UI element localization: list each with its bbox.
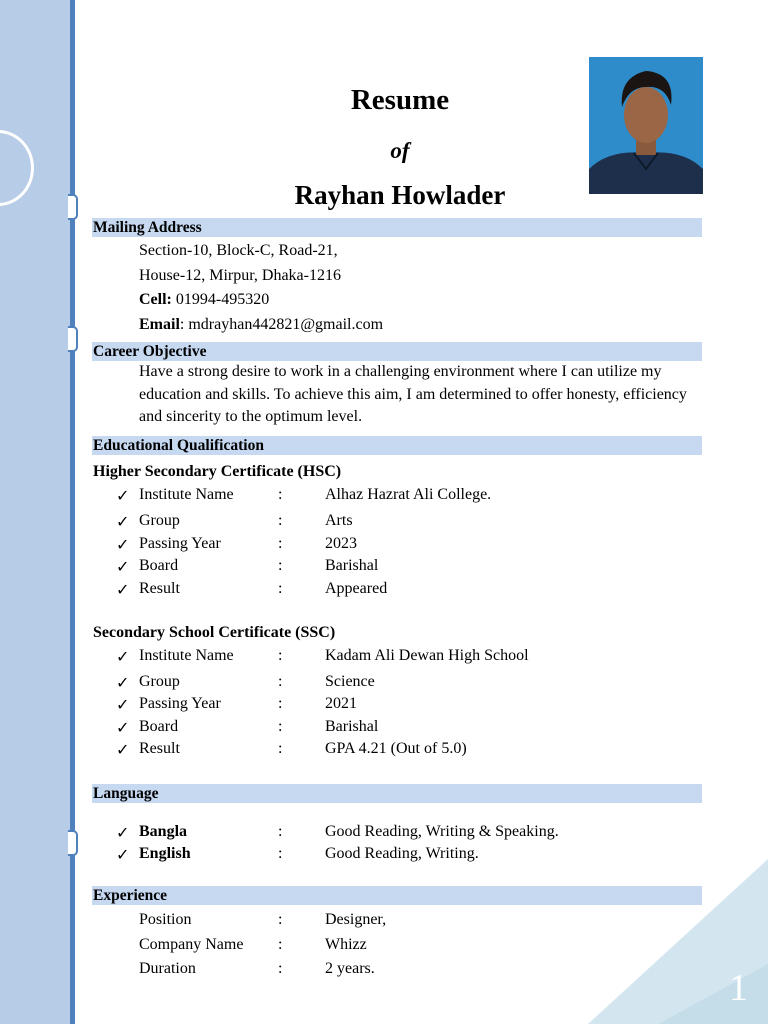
row-value: 2 years.	[325, 960, 375, 977]
row-value: Kadam Ali Dewan High School	[325, 647, 529, 664]
row-value: Good Reading, Writing & Speaking.	[325, 823, 559, 840]
check-icon: ✓	[116, 537, 130, 554]
row-value: GPA 4.21 (Out of 5.0)	[325, 740, 467, 757]
row-colon: :	[278, 557, 283, 574]
row-colon: :	[278, 936, 283, 953]
row-label: Position	[139, 911, 192, 928]
section-language: Language	[92, 784, 702, 803]
row-colon: :	[278, 580, 283, 597]
row-value: Barishal	[325, 718, 379, 735]
row-colon: :	[278, 845, 283, 862]
address-line-2: House-12, Mirpur, Dhaka-1216	[139, 267, 341, 284]
cell-value: 01994-495320	[171, 291, 270, 308]
row-label: Company Name	[139, 936, 244, 953]
row-value: Science	[325, 673, 375, 690]
row-colon: :	[278, 647, 283, 664]
row-value: Whizz	[325, 936, 367, 953]
row-label: Institute Name	[139, 486, 234, 503]
row-value: Arts	[325, 512, 353, 529]
row-colon: :	[278, 673, 283, 690]
cell-label: Cell:	[139, 291, 172, 308]
check-icon: ✓	[116, 742, 130, 759]
row-label: Passing Year	[139, 695, 221, 712]
row-label: English	[139, 845, 191, 862]
row-value: 2021	[325, 695, 357, 712]
row-label: Bangla	[139, 823, 188, 840]
resume-title: Resume	[350, 84, 450, 116]
row-value: 2023	[325, 535, 357, 552]
row-value: Appeared	[325, 580, 388, 597]
section-educational-qualification: Educational Qualification	[92, 436, 702, 455]
ssc-title: Secondary School Certificate (SSC)	[93, 624, 336, 641]
address-line-1: Section-10, Block-C, Road-21,	[139, 242, 338, 259]
section-experience: Experience	[92, 886, 702, 905]
row-label: Institute Name	[139, 647, 234, 664]
check-icon: ✓	[116, 514, 130, 531]
email-label: Email	[139, 316, 180, 333]
tab-ornament	[68, 326, 78, 352]
row-label: Group	[139, 673, 180, 690]
row-colon: :	[278, 911, 283, 928]
check-icon: ✓	[116, 697, 130, 714]
hsc-title: Higher Secondary Certificate (HSC)	[93, 463, 342, 480]
row-colon: :	[278, 718, 283, 735]
section-mailing-address: Mailing Address	[92, 218, 702, 237]
row-value: Alhaz Hazrat Ali College.	[325, 486, 492, 503]
tab-ornament	[68, 830, 78, 856]
check-icon: ✓	[116, 847, 130, 864]
page-number: 1	[729, 967, 748, 1009]
row-label: Group	[139, 512, 180, 529]
row-label: Duration	[139, 960, 196, 977]
row-colon: :	[278, 535, 283, 552]
row-colon: :	[278, 512, 283, 529]
row-colon: :	[278, 960, 283, 977]
email-line	[139, 316, 383, 334]
profile-photo	[589, 57, 703, 194]
applicant-name: Rayhan Howlader	[294, 180, 506, 210]
section-career-objective: Career Objective	[92, 342, 702, 361]
row-colon: :	[278, 740, 283, 757]
row-value: Good Reading, Writing.	[325, 845, 479, 862]
check-icon: ✓	[116, 825, 130, 842]
career-objective-text: Have a strong desire to work in a challenging environment where I can utilize my education and skills. To achieve this aim, I am determined to offer honesty, efficiency and sincerity to the optimum level.	[139, 363, 687, 425]
check-icon: ✓	[116, 488, 130, 505]
check-icon: ✓	[116, 675, 130, 692]
row-label: Board	[139, 718, 179, 735]
row-label: Passing Year	[139, 535, 221, 552]
check-icon: ✓	[116, 582, 130, 599]
row-colon: :	[278, 486, 283, 503]
check-icon: ✓	[116, 559, 130, 576]
email-value: : mdrayhan442821@gmail.com	[179, 316, 384, 333]
row-colon: :	[278, 695, 283, 712]
row-label: Board	[139, 557, 179, 574]
row-value: Barishal	[325, 557, 379, 574]
tab-ornament	[68, 194, 78, 220]
row-label: Result	[139, 740, 180, 757]
row-label: Result	[139, 580, 180, 597]
check-icon: ✓	[116, 720, 130, 737]
row-colon: :	[278, 823, 283, 840]
cell-line	[139, 291, 269, 309]
check-icon: ✓	[116, 649, 130, 666]
sidebar-rule	[70, 0, 75, 1024]
row-value: Designer,	[325, 911, 387, 928]
resume-of: of	[390, 138, 410, 163]
corner-ornament	[658, 964, 768, 1024]
